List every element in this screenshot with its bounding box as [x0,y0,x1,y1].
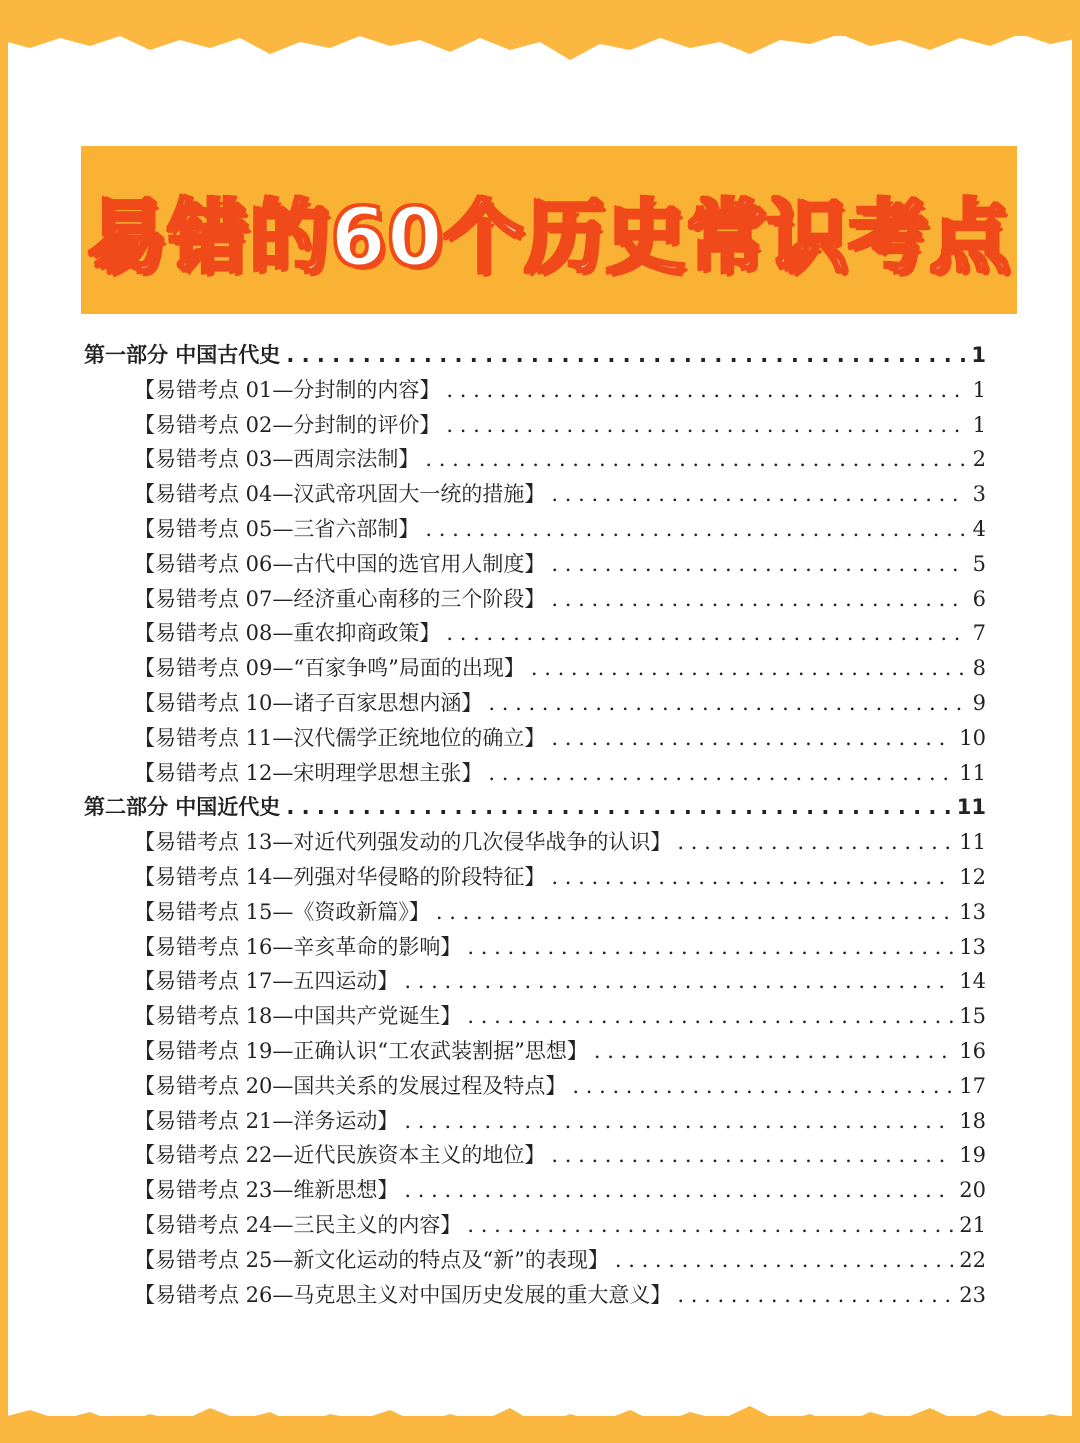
toc-page-number: 15 [959,1004,986,1029]
toc-entry[interactable] [84,860,986,895]
toc-entry[interactable] [84,1173,986,1208]
toc-page-number: 22 [959,1247,986,1272]
toc-leader-dots [531,651,967,686]
toc-entry[interactable] [84,547,986,582]
toc-entry[interactable] [84,999,986,1034]
toc-entry[interactable] [84,1104,986,1139]
toc-entry[interactable] [84,930,986,965]
toc-entry[interactable] [84,1208,986,1243]
toc-entry-label: 【易错考点 26—马克思主义对中国历史发展的重大意义】 [134,1282,672,1307]
toc-entry[interactable] [84,756,986,791]
toc-entry-label: 【易错考点 14—列强对华侵略的阶段特征】 [134,864,546,889]
toc-page-number: 3 [972,482,986,507]
toc-entry-label: 【易错考点 02—分封制的评价】 [134,412,441,437]
toc-entry-label: 【易错考点 09—“百家争鸣”局面的出现】 [134,656,525,681]
toc-page-number: 11 [956,795,986,820]
toc-leader-dots [677,1278,953,1313]
toc-entry[interactable] [84,442,986,477]
toc-page-number: 12 [959,864,986,889]
toc-entry-label: 【易错考点 24—三民主义的内容】 [134,1212,462,1237]
toc-leader-dots [551,477,966,512]
toc-leader-dots [467,1208,953,1243]
toc-page-number: 9 [972,690,986,715]
toc-entry-label: 【易错考点 01—分封制的内容】 [134,377,441,402]
toc-page-number: 13 [959,934,986,959]
toc-leader-dots [404,964,953,999]
toc-leader-dots [551,721,953,756]
toc-page-number: 23 [959,1282,986,1307]
toc-entry[interactable] [84,512,986,547]
toc-leader-dots [488,686,966,721]
toc-entry[interactable] [84,1069,986,1104]
toc-entry[interactable] [84,408,986,443]
title-banner [81,146,1017,314]
toc-leader-dots [594,1034,953,1069]
toc-entry[interactable] [84,373,986,408]
toc-entry-label: 【易错考点 05—三省六部制】 [134,516,420,541]
toc-leader-dots [572,1069,953,1104]
toc-leader-dots [404,1173,953,1208]
toc-entry[interactable] [84,1278,986,1313]
toc-page-number: 6 [972,586,986,611]
toc-page-number: 7 [972,621,986,646]
toc-entry-label: 第二部分 中国近代史 [84,795,281,820]
toc-entry-label: 【易错考点 10—诸子百家思想内涵】 [134,690,483,715]
toc-leader-dots [551,547,966,582]
toc-page-number: 2 [972,447,986,472]
toc-entry[interactable] [84,964,986,999]
toc-page-number: 11 [959,830,986,855]
toc-leader-dots [446,616,966,651]
toc-leader-dots [551,1138,953,1173]
toc-entry-label: 【易错考点 21—洋务运动】 [134,1108,399,1133]
toc-leader-dots [425,442,966,477]
toc-part-heading[interactable] [84,338,986,373]
toc-entry[interactable] [84,721,986,756]
table-of-contents [84,338,986,1312]
toc-page-number: 18 [959,1108,986,1133]
toc-page-number: 11 [959,760,986,785]
toc-leader-dots [446,373,966,408]
toc-leader-dots [467,999,953,1034]
toc-entry[interactable] [84,895,986,930]
toc-part-heading[interactable] [84,790,986,825]
toc-entry[interactable] [84,616,986,651]
toc-leader-dots [551,582,966,617]
toc-leader-dots [615,1243,953,1278]
toc-entry-label: 【易错考点 12—宋明理学思想主张】 [134,760,483,785]
toc-page-number: 5 [972,551,986,576]
toc-entry-label: 【易错考点 11—汉代儒学正统地位的确立】 [134,725,546,750]
toc-page-number: 1 [972,412,986,437]
toc-leader-dots [286,790,950,825]
toc-page-number: 16 [959,1038,986,1063]
toc-entry-label: 【易错考点 04—汉武帝巩固大一统的措施】 [134,482,546,507]
toc-entry[interactable] [84,1243,986,1278]
torn-edge-top [0,20,1080,80]
page-title: 易错的60个历史常识考点 [87,190,1011,284]
toc-entry-label: 【易错考点 16—辛亥革命的影响】 [134,934,462,959]
toc-leader-dots [286,338,965,373]
toc-entry[interactable] [84,477,986,512]
toc-page-number: 1 [972,377,986,402]
toc-page-number: 10 [959,725,986,750]
toc-entry-label: 【易错考点 18—中国共产党诞生】 [134,1004,462,1029]
toc-entry-label: 【易错考点 20—国共关系的发展过程及特点】 [134,1073,567,1098]
toc-page-number: 21 [959,1212,986,1237]
toc-entry-label: 【易错考点 17—五四运动】 [134,969,399,994]
toc-leader-dots [677,825,953,860]
toc-page-number: 8 [972,656,986,681]
toc-entry-label: 第一部分 中国古代史 [84,343,281,367]
toc-entry-label: 【易错考点 03—西周宗法制】 [134,447,420,472]
toc-entry[interactable] [84,1138,986,1173]
toc-entry-label: 【易错考点 25—新文化运动的特点及“新”的表现】 [134,1247,609,1272]
toc-entry-label: 【易错考点 07—经济重心南移的三个阶段】 [134,586,546,611]
toc-entry-label: 【易错考点 08—重农抑商政策】 [134,621,441,646]
toc-page-number: 1 [971,343,986,367]
toc-leader-dots [488,756,953,791]
toc-entry[interactable] [84,582,986,617]
toc-entry-label: 【易错考点 13—对近代列强发动的几次侵华战争的认识】 [134,830,672,855]
toc-leader-dots [551,860,953,895]
toc-entry[interactable] [84,686,986,721]
toc-entry[interactable] [84,825,986,860]
toc-leader-dots [404,1104,953,1139]
toc-page-number: 17 [959,1073,986,1098]
toc-entry[interactable] [84,1034,986,1069]
toc-page-number: 20 [959,1178,986,1203]
toc-leader-dots [436,895,953,930]
toc-entry-label: 【易错考点 15—《资政新篇》】 [134,899,430,924]
toc-page-number: 4 [972,516,986,541]
toc-entry-label: 【易错考点 06—古代中国的选官用人制度】 [134,551,546,576]
toc-leader-dots [446,408,966,443]
torn-edge-bottom [0,1396,1080,1443]
toc-leader-dots [467,930,953,965]
toc-entry[interactable] [84,651,986,686]
toc-entry-label: 【易错考点 23—维新思想】 [134,1178,399,1203]
toc-page-number: 13 [959,899,986,924]
toc-leader-dots [425,512,966,547]
toc-entry-label: 【易错考点 22—近代民族资本主义的地位】 [134,1143,546,1168]
toc-page-number: 14 [959,969,986,994]
toc-entry-label: 【易错考点 19—正确认识“工农武装割据”思想】 [134,1038,588,1063]
toc-page-number: 19 [959,1143,986,1168]
